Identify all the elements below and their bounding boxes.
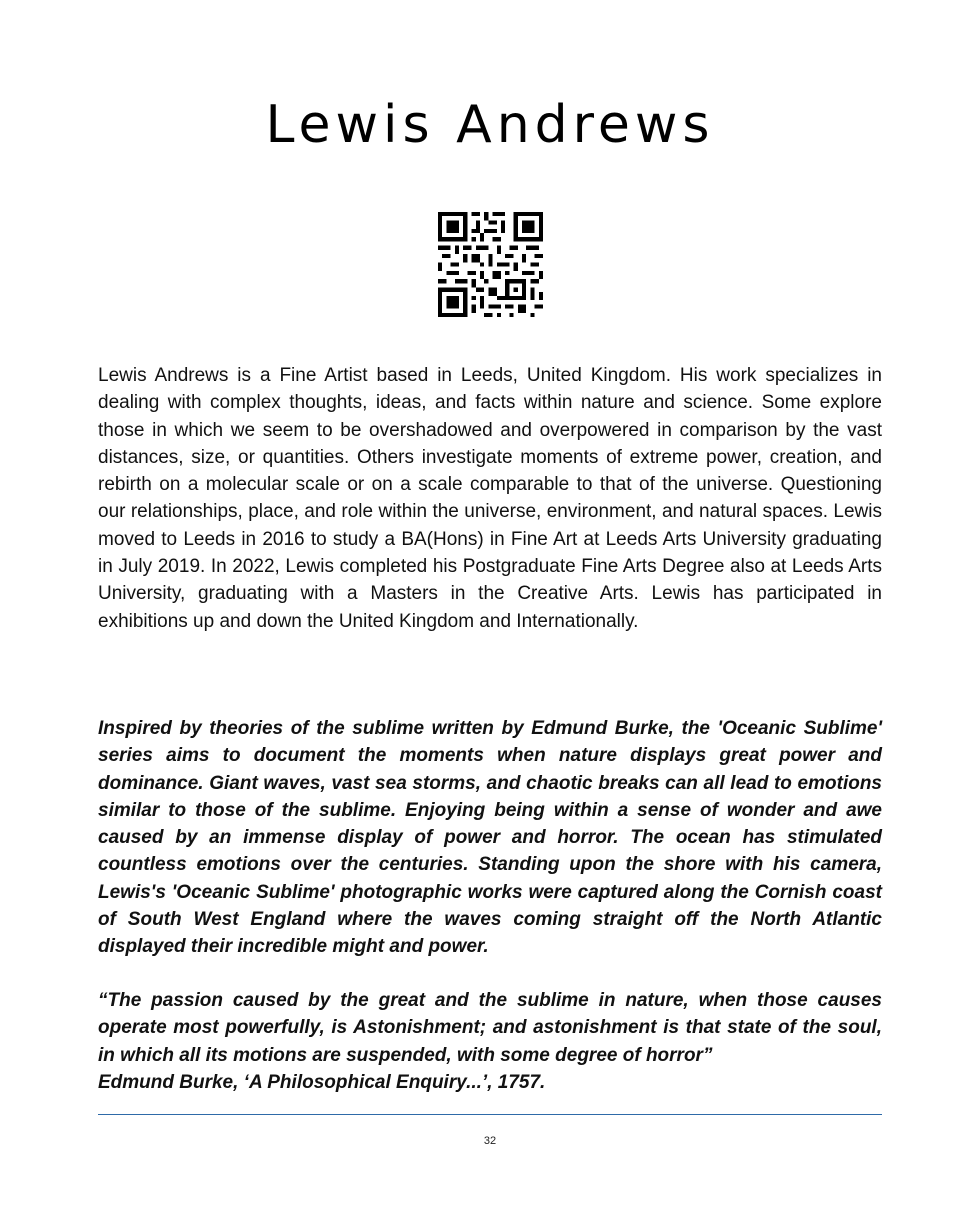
page-number: 32 [483, 1135, 497, 1147]
page-title: Lewis Andrews [265, 95, 715, 155]
qr-code-icon[interactable] [438, 212, 543, 317]
artist-statement: Inspired by theories of the sublime written by Edmund Burke, the 'Oceanic Sublime' series aims to document the moments when nature displays great power and dominance. Giant waves, vast sea storms, and chaotic breaks can all lead to emotions similar to those of the sublime. Enjoying being within a sense of wonder and awe caused by an immense display of power and horror. The ocean has stimulated countless emotions over the centuries. Standing upon the shore with his camera, Lewis's 'Oceanic Sublime' photographic works were captured along the Cornish coast of South West England where the waves coming straight off the North Atlantic displayed their incredible might and power. [98, 718, 882, 958]
burke-quote [98, 987, 882, 1096]
quote-citation: Edmund Burke, ‘A Philosophical Enquiry...’, 1757. [98, 1071, 546, 1093]
footer-divider [98, 1114, 882, 1115]
quote-text: “The passion caused by the great and the sublime in nature, when those causes operate most powerfully, is Astonishment; and astonishment is that state of the soul, in which all its motions are suspended, with some degree of horror” [98, 990, 882, 1066]
artist-bio: Lewis Andrews is a Fine Artist based in Leeds, United Kingdom. His work specializes in dealing with complex thoughts, ideas, and facts within nature and science. Some explore those in which we seem to be overshadowed and overpowered in comparison by the vast distances, size, or quantities. Others investigate moments of extreme power, creation, and rebirth on a molecular scale or on a scale comparable to that of the universe. Questioning our relationships, place, and role within the universe, environment, and natural spaces. Lewis moved to Leeds in 2016 to study a BA(Hons) in Fine Art at Leeds Arts University graduating in July 2019. In 2022, Lewis completed his Postgraduate Fine Arts Degree also at Leeds Arts University, graduating with a Masters in the Creative Arts. Lewis has participated in exhibitions up and down the United Kingdom and Internationally. [98, 365, 882, 632]
